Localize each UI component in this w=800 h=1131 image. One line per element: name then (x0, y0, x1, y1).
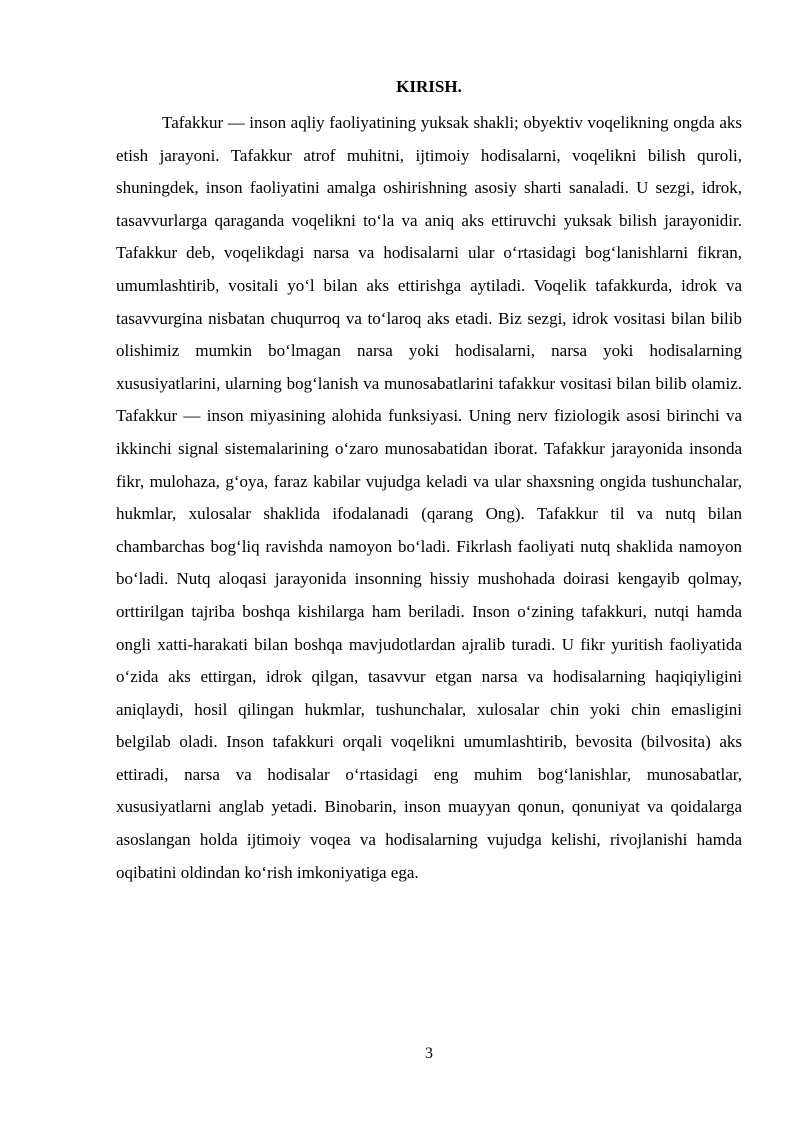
section-heading: KIRISH. (396, 77, 462, 96)
page-number: 3 (425, 1045, 433, 1062)
body-paragraph: Tafakkur — inson aqliy faoliyatining yuksak shakli; obyektiv voqelikning ongda aks etish jarayoni. Tafakkur atrof muhitni, ijtimoiy hodisalarni, voqelikni bilish quroli, shuningdek, inson faoliyatini amalga oshirishning asosiy sharti sanaladi. U sezgi, idrok, tasavvurlarga qaraganda voqelikni to‘la va aniq aks ettiruvchi yuksak bilish jarayonidir. Tafakkur deb, voqelikdagi narsa va hodisalarni ular o‘rtasidagi bog‘lanishlarni fikran, umumlashtirib, vositali yo‘l bilan aks ettirishga aytiladi. Voqelik tafakkurda, idrok va tasavvurgina nisbatan chuqurroq va to‘laroq aks etadi. Biz sezgi, idrok vositasi bilan bilib olishimiz mumkin bo‘lmagan narsa yoki hodisalarni, narsa yoki hodisalarning xususiyatlarini, ularning bog‘lanish va munosabatlarini tafakkur vositasi bilan bilib olamiz. Tafakkur — inson miyasining alohida funksiyasi. Uning nerv fiziologik asosi birinchi va ikkinchi signal sistemalarining o‘zaro munosabatidan iborat. Tafakkur jarayonida insonda fikr, mulohaza, g‘oya, faraz kabilar vujudga keladi va ular shaxsning ongida tushunchalar, hukmlar, xulosalar shaklida ifodalanadi (qarang Ong). Tafakkur til va nutq bilan chambarchas bog‘liq ravishda namoyon bo‘ladi. Fikrlash faoliyati nutq shaklida namoyon bo‘ladi. Nutq aloqasi jarayonida insonning hissiy mushohada doirasi kengayib qolmay, orttirilgan tajriba boshqa kishilarga ham beriladi. Inson o‘zining tafakkuri, nutqi hamda ongli xatti-harakati bilan boshqa mavjudotlardan ajralib turadi. U fikr yuritish faoliyatida o‘zida aks ettirgan, idrok qilgan, tasavvur etgan narsa va hodisalarning haqiqiyligini aniqlaydi, hosil qilingan hukmlar, tushunchalar, xulosalar chin yoki chin emasligini belgilab oladi. Inson tafakkuri orqali voqelikni umumlashtirib, bevosita (bilvosita) aks ettiradi, narsa va hodisalar o‘rtasidagi eng muhim bog‘lanishlar, munosabatlar, xususiyatlarni anglab yetadi. Binobarin, inson muayyan qonun, qonuniyat va qoidalarga asoslangan holda ijtimoiy voqea va hodisalarning vujudga kelishi, rivojlanishi hamda oqibatini oldindan ko‘rish imkoniyatiga ega. (116, 113, 742, 882)
